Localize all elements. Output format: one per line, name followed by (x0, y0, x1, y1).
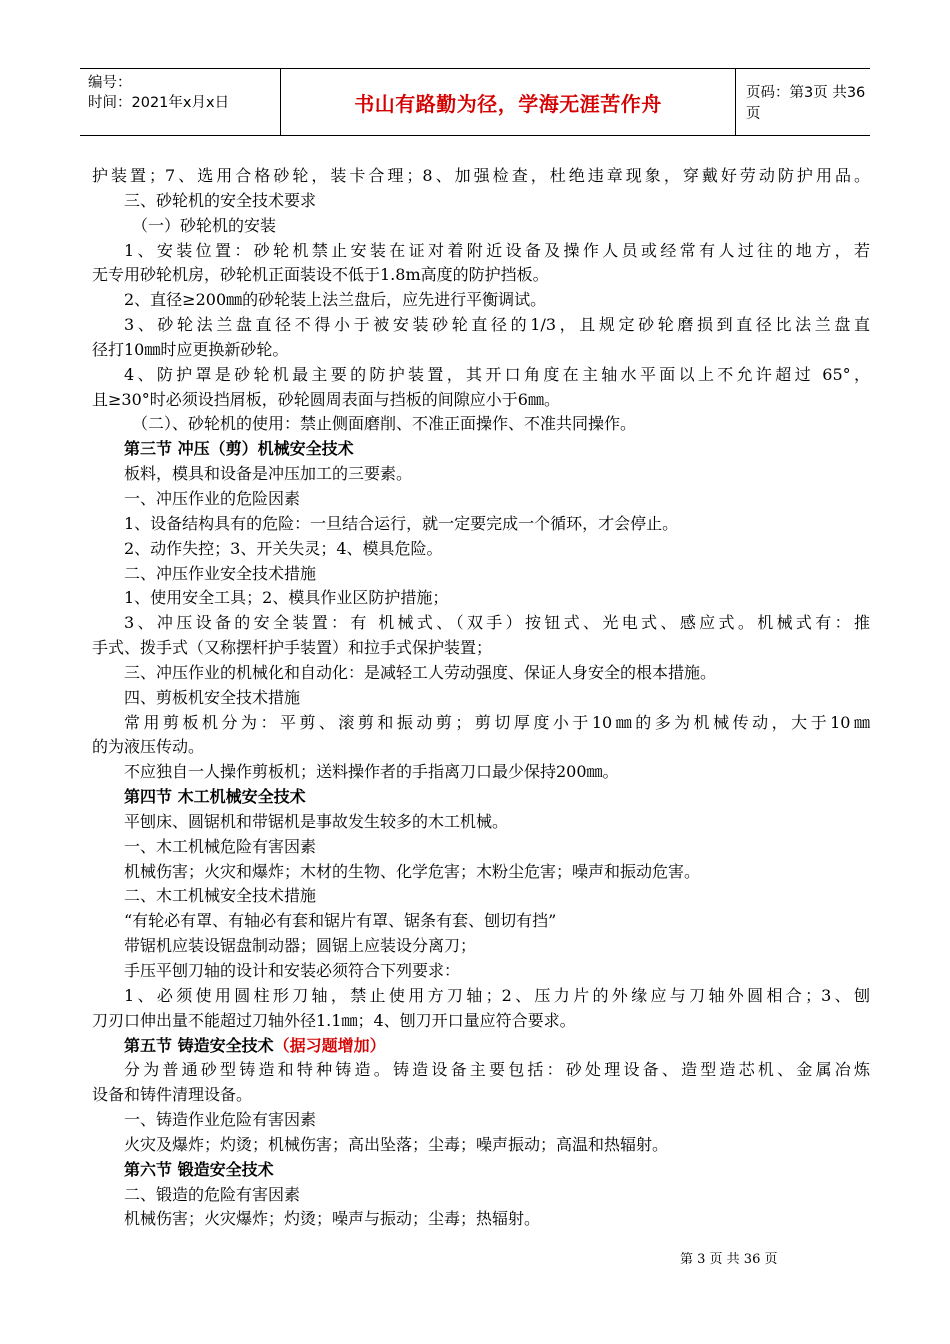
header-motto: 书山有路勤为径，学海无涯苦作舟 (280, 69, 736, 135)
text-line (92, 1083, 870, 1108)
text-line (92, 388, 870, 413)
text-line (92, 735, 870, 760)
line-text: 不应独自一人操作剪板机；送料操作者的手指离刀口最少保持200㎜。 (124, 762, 619, 782)
document-body (92, 164, 870, 1232)
text-line (92, 263, 870, 288)
line-text: 机械伤害；火灾和爆炸；木材的生物、化学危害；木粉尘危害；噪声和振动危害。 (124, 861, 701, 881)
line-text: 1、使用安全工具；2、模具作业区防护措施； (124, 588, 449, 608)
line-text: 平刨床、圆锯机和带锯机是事故发生较多的木工机械。 (124, 811, 509, 831)
line-text: 手压平刨刀轴的设计和安装必须符合下列要求： (124, 961, 461, 980)
line-text: 分为普通砂型铸造和特种铸造。铸造设备主要包括：砂处理设备、造型造芯机、金属冶炼 (124, 1060, 870, 1080)
text-line (92, 959, 870, 984)
line-text: 无专用砂轮机房，砂轮机正面装设不低于1.8m高度的防护挡板。 (92, 265, 549, 285)
line-text: 的为液压传动。 (92, 737, 205, 757)
section-heading (92, 437, 870, 462)
text-line (92, 338, 870, 363)
header-meta (80, 69, 280, 135)
page-footer: 第 3 页 共 36 页 (680, 1252, 778, 1267)
text-line (92, 1207, 870, 1232)
line-text: 常用剪板机分为：平剪、滚剪和振动剪；剪切厚度小于10㎜的多为机械传动，大于10㎜ (124, 712, 870, 732)
text-line (92, 711, 870, 736)
line-text: 护装置；7、选用合格砂轮，装卡合理；8、加强检查，杜绝违章现象，穿戴好劳动防护用品。 (92, 166, 870, 185)
line-text: 设备和铸件清理设备。 (92, 1085, 253, 1105)
line-text: 2、直径≥200㎜的砂轮装上法兰盘后，应先进行平衡调试。 (124, 290, 547, 310)
line-text: 二、锻造的危险有害因素 (124, 1184, 301, 1204)
line-text: （一）砂轮机的安装 (132, 215, 277, 235)
text-line (92, 1009, 870, 1034)
text-line (92, 1183, 870, 1208)
text-line (92, 487, 870, 512)
text-line (92, 164, 870, 189)
line-text: 刀刃口伸出量不能超过刀轴外径1.1㎜；4、刨刀开口量应符合要求。 (92, 1010, 576, 1030)
text-line (92, 636, 870, 661)
text-line (92, 586, 870, 611)
text-line (92, 512, 870, 537)
line-text: 3、砂轮法兰盘直径不得小于被安装砂轮直径的1/3，且规定砂轮磨损到直径比法兰盘直 (124, 315, 870, 335)
section-heading-text: 第五节 铸造安全技术 (124, 1035, 274, 1055)
page-header (80, 68, 870, 136)
text-line (92, 562, 870, 587)
document-number-label: 编号： (88, 75, 132, 91)
text-line (92, 462, 870, 487)
text-line (92, 835, 870, 860)
line-text: 4、防护罩是砂轮机最主要的防护装置，其开口角度在主轴水平面以上不允许超过 65°， (124, 364, 870, 384)
text-line (92, 760, 870, 785)
section-heading-text: 第六节 锻造安全技术 (124, 1159, 274, 1179)
section-heading (92, 1158, 870, 1183)
line-text: 一、木工机械危险有害因素 (124, 836, 317, 856)
line-text: 一、冲压作业的危险因素 (124, 488, 301, 508)
line-text: 板料，模具和设备是冲压加工的三要素。 (124, 464, 413, 484)
section-heading (92, 785, 870, 810)
section-heading-text: 第三节 冲压（剪）机械安全技术 (124, 439, 354, 459)
line-text: “有轮必有罩、有轴必有套和锯片有罩、锯条有套、刨切有挡” (124, 911, 557, 931)
text-line (92, 984, 870, 1009)
line-text: 二、冲压作业安全技术措施 (124, 563, 317, 583)
text-line (92, 1133, 870, 1158)
text-line (92, 239, 870, 264)
line-text: 1、必须使用圆柱形刀轴，禁止使用方刀轴；2、压力片的外缘应与刀轴外圆相合；3、刨 (124, 985, 870, 1005)
line-text: 机械伤害；火灾爆炸；灼烫；噪声与振动；尘毒；热辐射。 (124, 1209, 541, 1229)
text-line (92, 686, 870, 711)
text-line (92, 810, 870, 835)
section-heading-text: 第四节 木工机械安全技术 (124, 787, 306, 807)
text-line (92, 412, 870, 437)
document-time-label: 时间：2021年x月x日 (88, 95, 230, 111)
header-page-info: 页码：第3页 共36页 (746, 85, 866, 122)
text-line (92, 884, 870, 909)
text-line (92, 189, 870, 214)
line-text: 三、砂轮机的安全技术要求 (124, 190, 317, 210)
text-line (92, 860, 870, 885)
text-line (92, 313, 870, 338)
line-text: 带锯机应装设锯盘制动器；圆锯上应装设分离刀； (124, 936, 477, 956)
text-line (92, 661, 870, 686)
highlight-note: （据习题增加） (273, 1035, 386, 1055)
text-line (92, 909, 870, 934)
text-line (92, 288, 870, 313)
text-line (92, 611, 870, 636)
text-line (92, 214, 870, 239)
line-text: 2、动作失控；3、开关失灵；4、模具危险。 (124, 538, 443, 558)
text-line (92, 363, 870, 388)
line-text: 径打10㎜时应更换新砂轮。 (92, 339, 289, 359)
text-line (92, 1108, 870, 1133)
line-text: 四、剪板机安全技术措施 (124, 687, 301, 707)
line-text: 三、冲压作业的机械化和自动化：是减轻工人劳动强度、保证人身安全的根本措施。 (124, 662, 717, 682)
text-line (92, 1058, 870, 1083)
line-text: 1、设备结构具有的危险：一旦结合运行，就一定要完成一个循环，才会停止。 (124, 513, 679, 533)
line-text: 且≥30°时必须设挡屑板，砂轮圆周表面与挡板的间隙应小于6㎜。 (92, 389, 560, 409)
line-text: 1、安装位置：砂轮机禁止安装在证对着附近设备及操作人员或经常有人过往的地方，若 (124, 240, 870, 260)
line-text: 手式、拨手式（又称摆杆护手装置）和拉手式保护装置； (92, 638, 493, 658)
section-heading (92, 1034, 870, 1059)
line-text: （二）、砂轮机的使用：禁止侧面磨削、不准正面操作、不准共同操作。 (132, 414, 637, 434)
line-text: 火灾及爆炸；灼烫；机械伤害；高出坠落；尘毒；噪声振动；高温和热辐射。 (124, 1134, 669, 1154)
line-text: 二、木工机械安全技术措施 (124, 886, 317, 906)
line-text: 一、铸造作业危险有害因素 (124, 1110, 317, 1130)
text-line (92, 537, 870, 562)
text-line (92, 934, 870, 959)
line-text: 3、冲压设备的安全装置：有 机械式、（双手）按钮式、光电式、感应式。机械式有：推 (124, 613, 870, 633)
